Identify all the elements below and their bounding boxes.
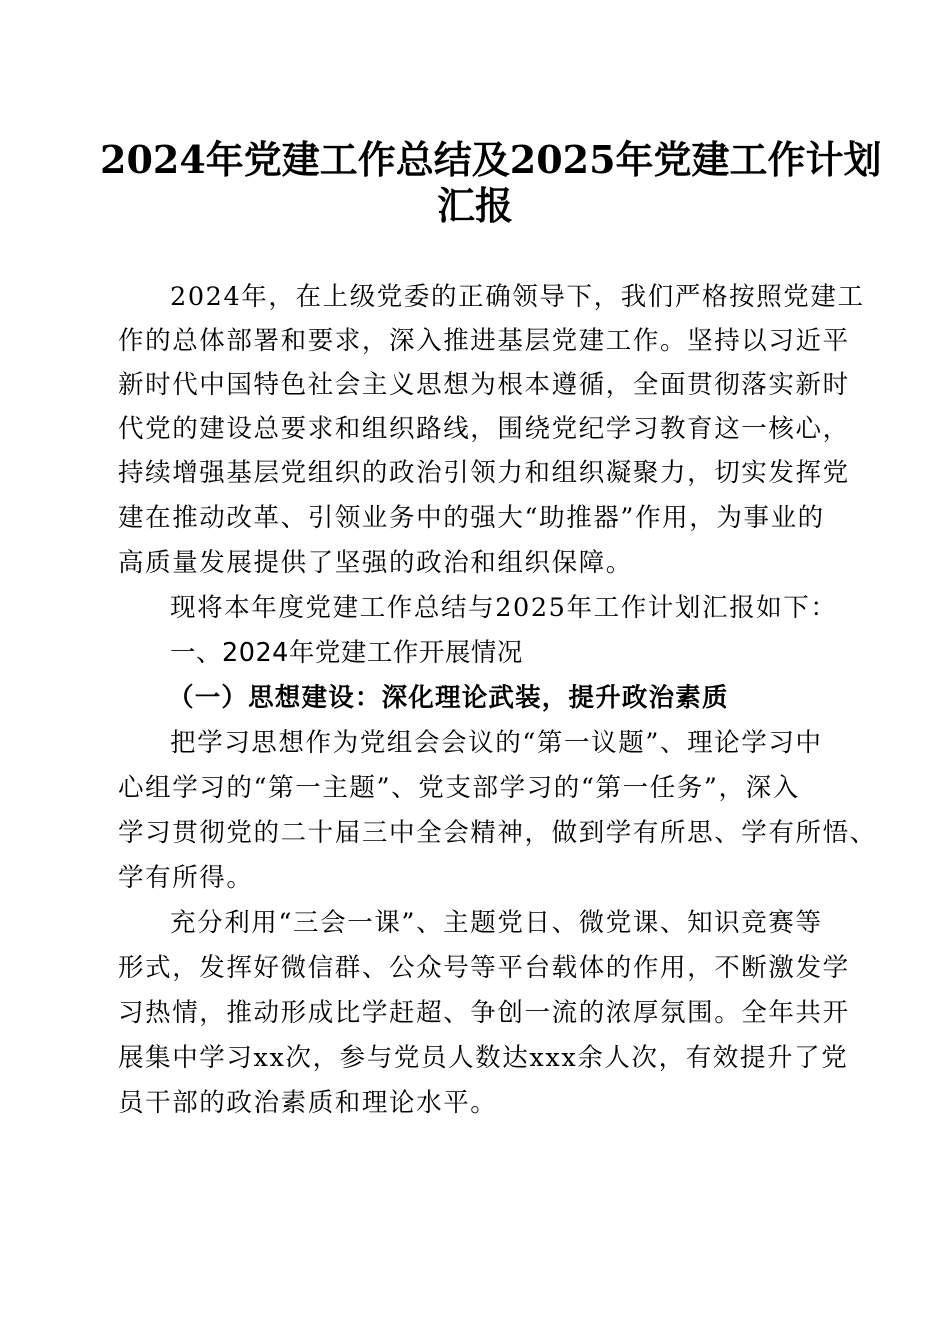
paragraph-line: 把学习思想作为党组会会议的“第一议题”、理论学习中 — [170, 728, 823, 758]
paragraph-line: 2024年，在上级党委的正确领导下，我们严格按照党建工 — [170, 282, 865, 312]
paragraph-line: 建在推动改革、引领业务中的强大“助推器”作用，为事业的 — [118, 503, 825, 533]
document-title: 2024年党建工作总结及2025年党建工作计划 — [100, 137, 882, 182]
paragraph-line: 持续增强基层党组织的政治引领力和组织凝聚力，切实发挥党 — [118, 458, 850, 488]
paragraph-line: 心组学习的“第一主题”、党支部学习的“第一任务”，深入 — [118, 773, 800, 803]
document-title-continued: 汇报 — [436, 183, 513, 228]
paragraph-line: 展集中学习xx次，参与党员人数达xxx余人次，有效提升了党 — [118, 1043, 849, 1073]
paragraph-line: 现将本年度党建工作总结与2025年工作计划汇报如下： — [170, 593, 838, 623]
paragraph-line: 充分利用“三会一课”、主题党日、微党课、知识竞赛等 — [170, 908, 823, 938]
paragraph-line: 新时代中国特色社会主义思想为根本遵循，全面贯彻落实新时 — [118, 370, 850, 400]
paragraph-line: 学习贯彻党的二十届三中全会精神，做到学有所思、学有所悟、 — [118, 818, 877, 848]
paragraph-line: 学有所得。 — [118, 863, 254, 893]
paragraph-line: 形式，发挥好微信群、公众号等平台载体的作用，不断激发学 — [118, 953, 850, 983]
subsection-heading: （一）思想建设：深化理论武装，提升政治素质 — [168, 683, 729, 713]
paragraph-line: 习热情，推动形成比学赶超、争创一流的浓厚氛围。全年共开 — [118, 998, 850, 1028]
paragraph-line: 员干部的政治素质和理论水平。 — [118, 1088, 498, 1118]
paragraph-line: 作的总体部署和要求，深入推进基层党建工作。坚持以习近平 — [118, 326, 850, 356]
paragraph-line: 代党的建设总要求和组织路线，围绕党纪学习教育这一核心， — [118, 414, 850, 444]
section-heading: 一、2024年党建工作开展情况 — [170, 638, 523, 668]
paragraph-line: 高质量发展提供了坚强的政治和组织保障。 — [118, 548, 633, 578]
